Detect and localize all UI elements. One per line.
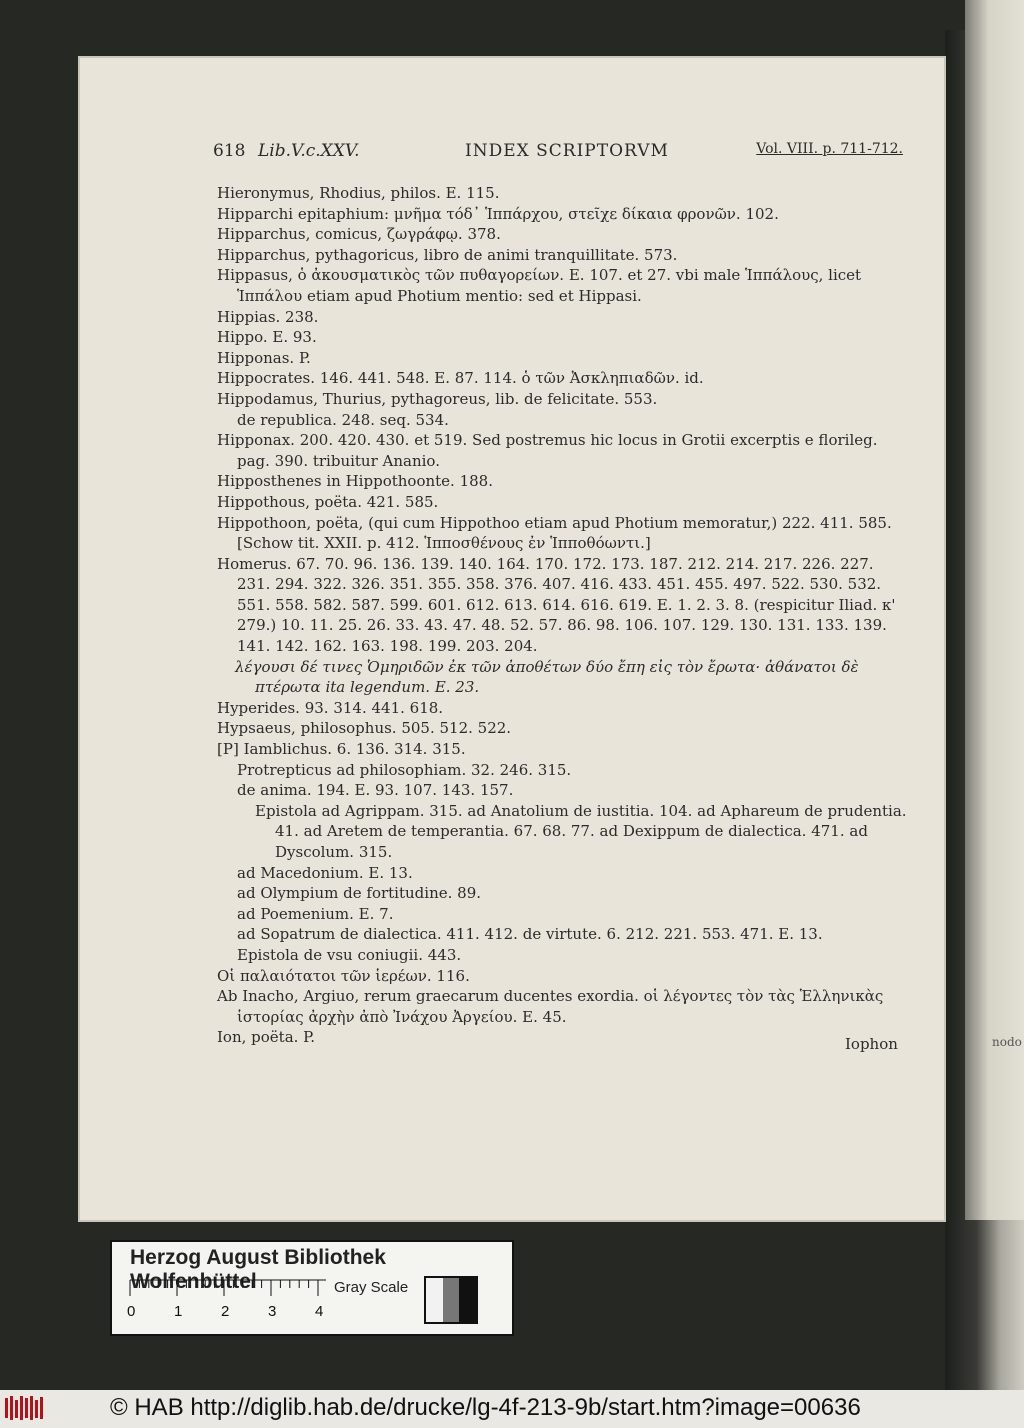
index-entry: Hipponas. P. xyxy=(217,348,311,367)
gray-scale-label: Gray Scale xyxy=(334,1279,409,1296)
index-entry: ad Macedonium. E. 13. xyxy=(237,863,413,882)
library-name: Herzog August Bibliothek Wolfenbüttel xyxy=(130,1246,386,1293)
volume-reference: Vol. VIII. p. 711-712. xyxy=(756,141,903,157)
index-entry: ad Olympium de fortitudine. 89. xyxy=(237,884,481,903)
ruler-number: 1 xyxy=(174,1303,183,1320)
hab-logo-icon xyxy=(4,1394,44,1422)
index-entry: Hippothoon, poëta, (qui cum Hippothoo etiam apud Photium memoratur,) 222. 411. 585. [Schow tit. XXII. p. 412. Ἱπποσθένους ἐν Ἱπποθόωντι.] xyxy=(217,513,892,553)
footer-bar xyxy=(0,1390,1024,1428)
ruler-number: 3 xyxy=(268,1303,277,1320)
index-entry: de anima. 194. E. 93. 107. 143. 157. xyxy=(237,781,514,800)
index-entry: ad Poemenium. E. 7. xyxy=(237,904,394,923)
index-entry: Hypsaeus, philosophus. 505. 512. 522. xyxy=(217,719,512,738)
index-entry: Οἱ παλαιότατοι τῶν ἱερέων. 116. xyxy=(217,966,470,985)
index-entry: Ion, poëta. P. xyxy=(217,1028,315,1047)
ruler-number: 4 xyxy=(315,1303,324,1320)
library-label xyxy=(110,1240,514,1336)
adjacent-page-fragment: nodo xyxy=(992,1035,1022,1049)
measurement-ruler xyxy=(126,1278,326,1320)
index-entry: Protrepticus ad philosophiam. 32. 246. 315. xyxy=(237,760,572,779)
index-entry: Hippodamus, Thurius, pythagoreus, lib. de felicitate. 553. xyxy=(217,389,658,408)
page-title: INDEX SCRIPTORVM xyxy=(465,141,669,161)
index-entry: ad Sopatrum de dialectica. 411. 412. de virtute. 6. 212. 221. 553. 471. E. 13. xyxy=(237,925,823,944)
index-entry: de republica. 248. seq. 534. xyxy=(237,410,449,429)
index-entry: Hipparchus, comicus, ζωγράφῳ. 378. xyxy=(217,225,501,244)
ruler-number: 0 xyxy=(127,1303,136,1320)
index-entry: Hippias. 238. xyxy=(217,307,319,326)
index-entry: Hieronymus, Rhodius, philos. E. 115. xyxy=(217,184,500,202)
index-entry: Hippothous, poëta. 421. 585. xyxy=(217,492,439,511)
index-entry: Homerus. 67. 70. 96. 136. 139. 140. 164. 170. 172. 173. 187. 212. 214. 217. 226. 227. 231. 294. 322. 326. 351. 355. 358. 376. 407. 416. 433. 451. 455. 497. 522. 530. 532. 551. 558. 582. 587. 599. 601. 612. 613. 614. 616. 619. E. 1. 2. 3. 8. (respicitur Iliad. κ' 279.) 10. 11. 25. 26. 33. 43. 47. 48. 52. 57. 86. 98. 106. 107. 129. 130. 131. 133. 139. 141. 142. 162. 163. 198. 199. 203. 204. xyxy=(217,554,896,656)
running-head xyxy=(213,141,903,165)
catchword: Iophon xyxy=(845,1035,898,1053)
ruler-number: 2 xyxy=(221,1303,230,1320)
index-entries xyxy=(217,183,907,1048)
index-entry: Hippo. E. 93. xyxy=(217,328,317,347)
index-entry: [P] Iamblichus. 6. 136. 314. 315. xyxy=(217,740,466,759)
index-entry: Hippocrates. 146. 441. 548. E. 87. 114. ὁ τῶν Ἀσκληπιαδῶν. id. xyxy=(217,369,704,388)
page-number: 618 xyxy=(213,141,246,161)
index-entry: Hipponax. 200. 420. 430. et 519. Sed postremus hic locus in Grotii excerptis e florileg. pag. 390. tribuitur Ananio. xyxy=(217,431,878,470)
index-entry: Hipparchi epitaphium: μνῆμα τόδ᾽ Ἱππάρχου, στεῖχε δίκαια φρονῶν. 102. xyxy=(217,204,779,223)
index-entry: Epistola ad Agrippam. 315. ad Anatolium de iustitia. 104. ad Aphareum de prudentia. 41. ad Aretem de temperantia. 67. 68. 77. ad Dexippum de dialectica. 471. ad Dyscolum. 315. xyxy=(255,801,907,861)
index-entry: Ab Inacho, Argiuo, rerum graecarum ducentes exordia. οἱ λέγοντες τὸν τὰς Ἑλληνικὰς ἱστορίας ἀρχὴν ἀπὸ Ἰνάχου Ἀργείου. E. 45. xyxy=(217,987,884,1026)
index-entry: Epistola de vsu coniugii. 443. xyxy=(237,945,462,964)
index-entry: Hippasus, ὁ ἀκουσματικὸς τῶν πυθαγορείων. E. 107. et 27. vbi male Ἱππάλους, licet Ἱππάλου etiam apud Photium mentio: sed et Hippasi. xyxy=(217,266,862,305)
book-reference: Lib.V.c.XXV. xyxy=(258,141,360,161)
index-entry: Hipparchus, pythagoricus, libro de animi tranquillitate. 573. xyxy=(217,245,678,264)
copyright-url: © HAB http://diglib.hab.de/drucke/lg-4f-213-9b/start.htm?image=00636 xyxy=(110,1394,861,1421)
index-entry: Hipposthenes in Hippothoonte. 188. xyxy=(217,472,493,491)
index-entry: λέγουσι δέ τινες Ὁμηριδῶν ἐκ τῶν ἀποθέτων δύο ἔπη εἰς τὸν ἔρωτα· ἀθάνατοι δὲ πτέρωτα ita legendum. E. 23. xyxy=(235,657,859,697)
index-entry: Hyperides. 93. 314. 441. 618. xyxy=(217,698,444,717)
gray-scale-swatch xyxy=(424,1276,478,1324)
